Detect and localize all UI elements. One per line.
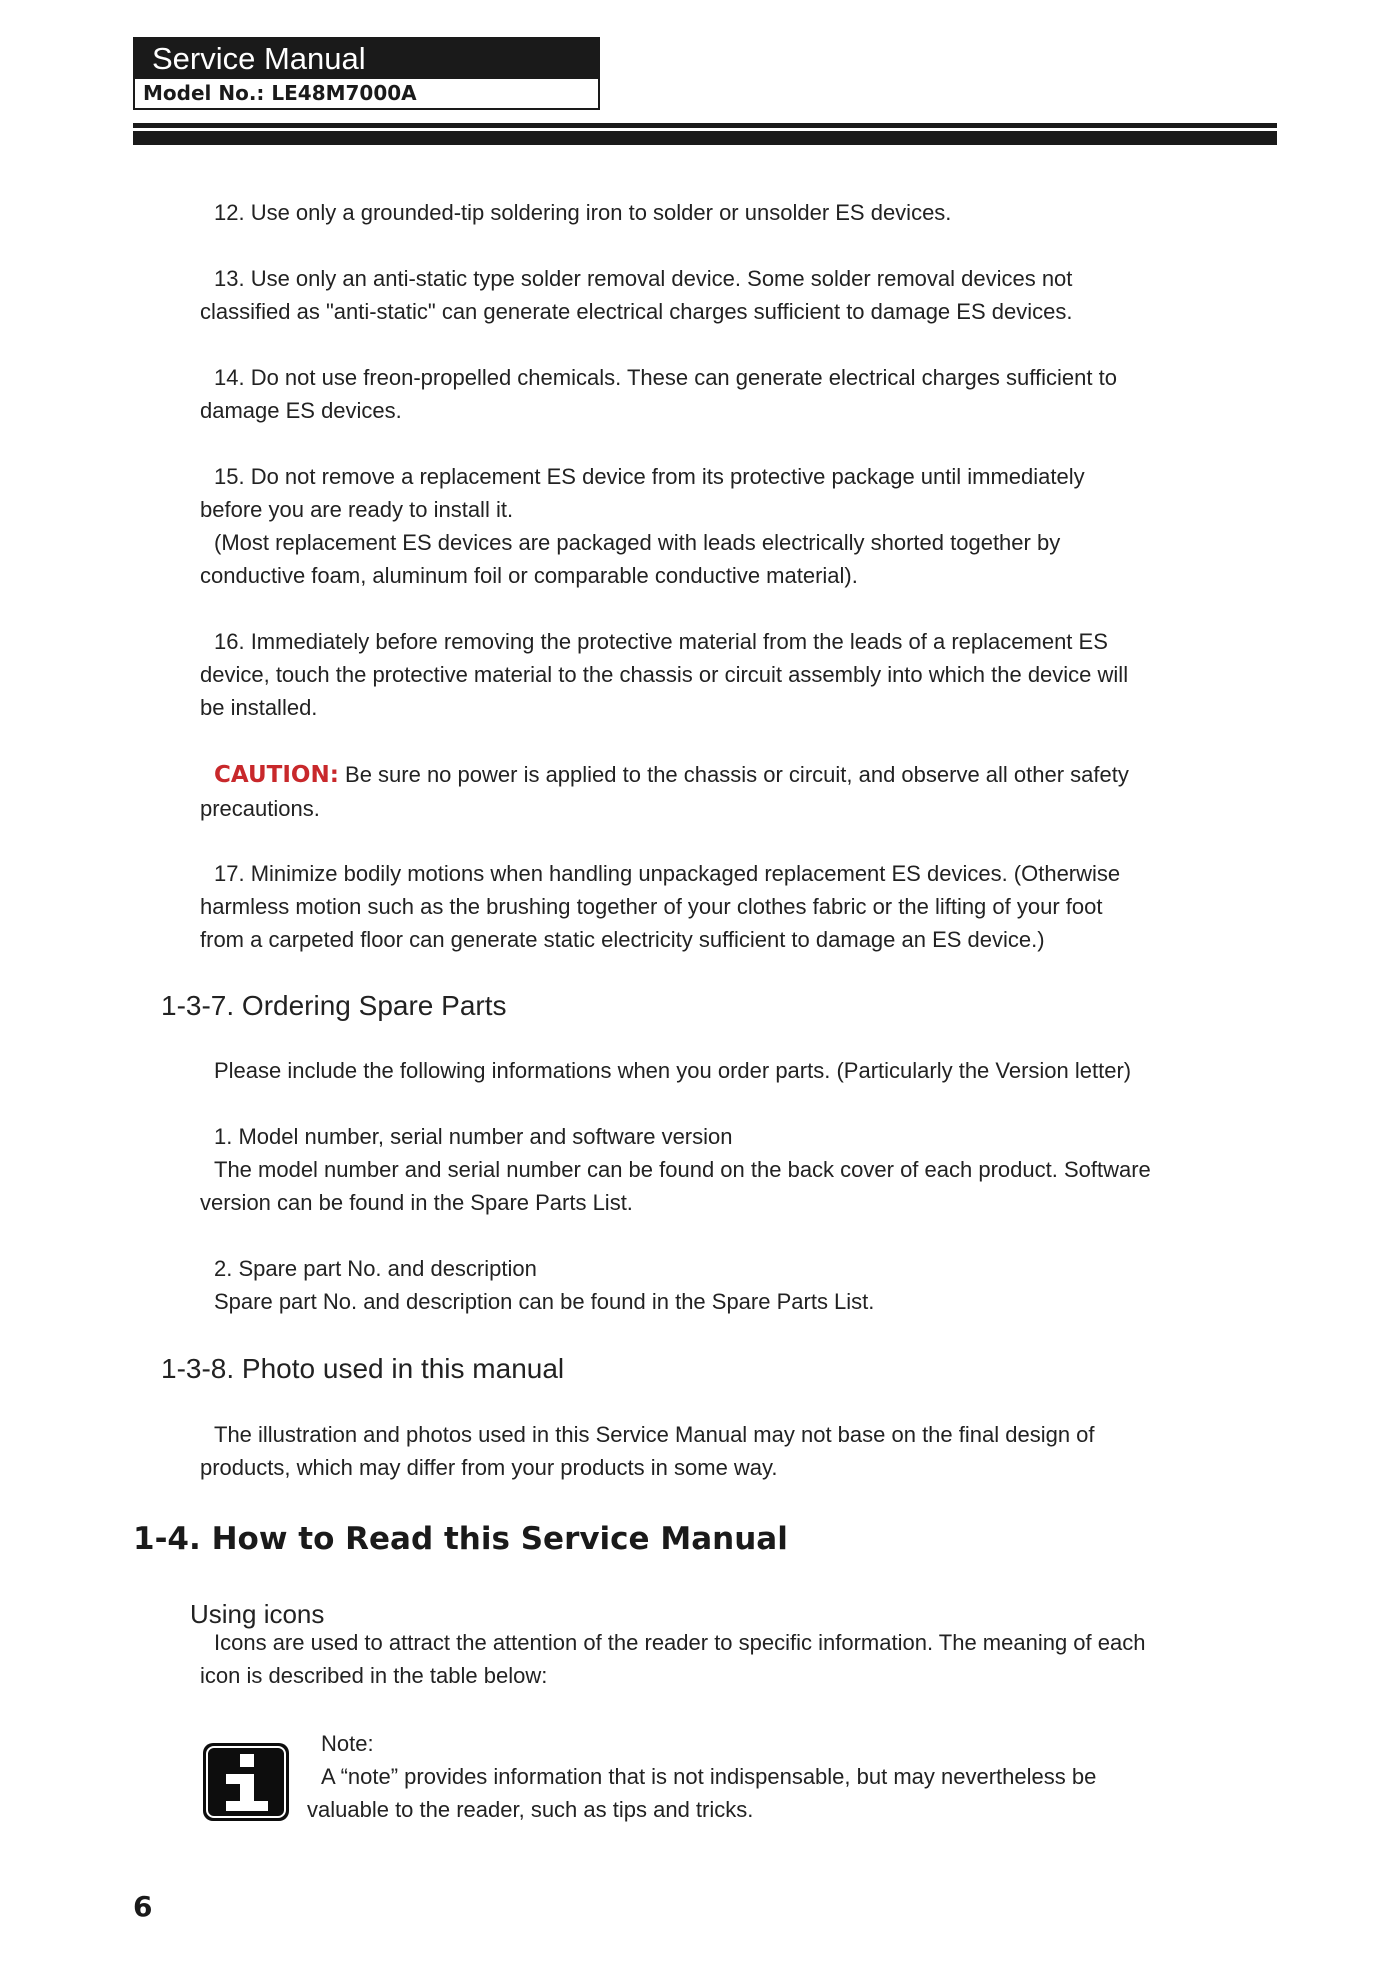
ordering-intro: Please include the following informations when you order parts. (Particularly the Version letter) <box>214 1058 1132 1083</box>
item-14: 14. Do not use freon-propelled chemicals. These can generate electrical charges sufficient to damage ES devices. <box>200 365 1117 423</box>
page-number: 6 <box>133 1890 153 1923</box>
ordering-item-1: 1. Model number, serial number and software version The model number and serial number can be found on the back cover of each product. Software version can be found in the Spare Parts List. <box>200 1124 1151 1215</box>
section-heading-photo: 1-3-8. Photo used in this manual <box>161 1353 565 1384</box>
photo-text: The illustration and photos used in this Service Manual may not base on the final design of products, which may differ from your products in some way. <box>200 1422 1095 1480</box>
icons-description: Icons are used to attract the attention of the reader to specific information. The meaning of each icon is described in the table below: <box>200 1630 1146 1688</box>
info-icon <box>201 1741 291 1823</box>
item-17: 17. Minimize bodily motions when handling unpackaged replacement ES devices. (Otherwise harmless motion such as the brushing together of your clothes fabric or the lifting of your foot from a carpeted floor can generate static electricity sufficient to damage an ES device.) <box>200 861 1121 952</box>
caution-label: CAUTION: <box>214 762 339 788</box>
model-number: Model No.: LE48M7000A <box>143 81 417 105</box>
item-13: 13. Use only an anti-static type solder removal device. Some solder removal devices not classified as "anti-static" can generate electrical charges sufficient to damage ES devices. <box>200 266 1073 324</box>
section-heading-ordering: 1-3-7. Ordering Spare Parts <box>161 990 507 1021</box>
header-box <box>133 37 600 110</box>
note-description: Note: A “note” provides information that is not indispensable, but may nevertheless be valuable to the reader, such as tips and tricks. <box>307 1727 1207 1826</box>
item-12: 12. Use only a grounded-tip soldering iron to solder or unsolder ES devices. <box>214 200 952 225</box>
using-icons-label: Using icons <box>190 1599 325 1629</box>
item-16: 16. Immediately before removing the protective material from the leads of a replacement ES device, touch the protective material to the chassis or circuit assembly into which the device will be installed. <box>200 629 1129 720</box>
ordering-item-2: 2. Spare part No. and description Spare part No. and description can be found in the Spare Parts List. <box>214 1256 875 1314</box>
note-title: Note: <box>321 1731 374 1756</box>
caution-note: CAUTION: Be sure no power is applied to the chassis or circuit, and observe all other safety precautions. <box>200 762 1129 821</box>
header-rule-thick <box>133 131 1277 145</box>
manual-title: Service Manual <box>135 39 598 79</box>
chapter-heading: 1-4. How to Read this Service Manual <box>133 1521 788 1557</box>
header-rule-thin <box>133 123 1277 128</box>
item-15: 15. Do not remove a replacement ES device from its protective package until immediately before you are ready to install it. (Most replacement ES devices are packaged with leads electrically shorted together by conductive foam, aluminum foil or comparable conductive material). <box>200 464 1085 588</box>
